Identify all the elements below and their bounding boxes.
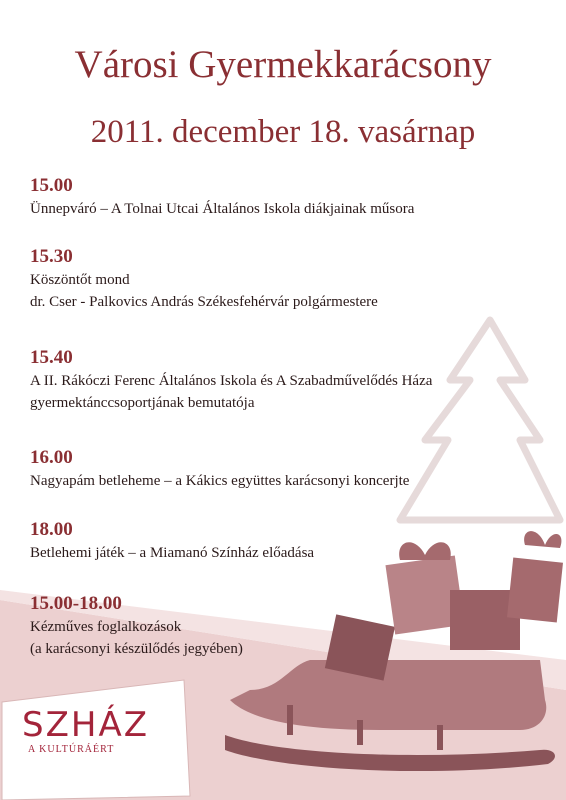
- event-time: 15.30: [30, 246, 73, 267]
- event-item: [30, 346, 540, 414]
- event-description: A II. Rákóczi Ferenc Általános Iskola és A Szabadművelődés Háza: [30, 373, 433, 389]
- event-description: Kézműves foglalkozások: [30, 619, 182, 635]
- event-time: 15.00: [30, 175, 73, 196]
- event-description: dr. Cser - Palkovics András Székesfehérvár polgármestere: [30, 294, 378, 310]
- event-date: 2011. december 18. vasárnap: [90, 114, 476, 150]
- logo-mark: SZHÁZ: [22, 705, 149, 745]
- event-time: 18.00: [30, 519, 73, 540]
- event-description: Ünnepváró – A Tolnai Utcai Általános Iskola diákjainak műsora: [30, 201, 415, 217]
- event-description: Betlehemi játék – a Miamanó Színház előadása: [30, 545, 315, 561]
- event-item: [30, 245, 540, 313]
- event-time: 16.00: [30, 447, 73, 468]
- event-description: (a karácsonyi készülődés jegyében): [30, 641, 243, 657]
- event-description: Nagyapám betleheme – a Kákics együttes karácsonyi koncerjte: [30, 473, 410, 489]
- event-item: [30, 174, 540, 220]
- event-item: [30, 446, 540, 492]
- event-item: [30, 518, 540, 564]
- event-time: 15.00-18.00: [30, 593, 122, 614]
- event-description: Köszöntőt mond: [30, 272, 130, 288]
- organization-logo: [22, 706, 182, 755]
- page-title: Városi Gyermekkarácsony: [74, 43, 492, 86]
- event-description: gyermektánccsoportjának bemutatója: [30, 395, 255, 411]
- event-time: 15.40: [30, 347, 73, 368]
- event-item: [30, 592, 540, 660]
- logo-subtitle: A KULTÚRÁÉRT: [28, 744, 115, 755]
